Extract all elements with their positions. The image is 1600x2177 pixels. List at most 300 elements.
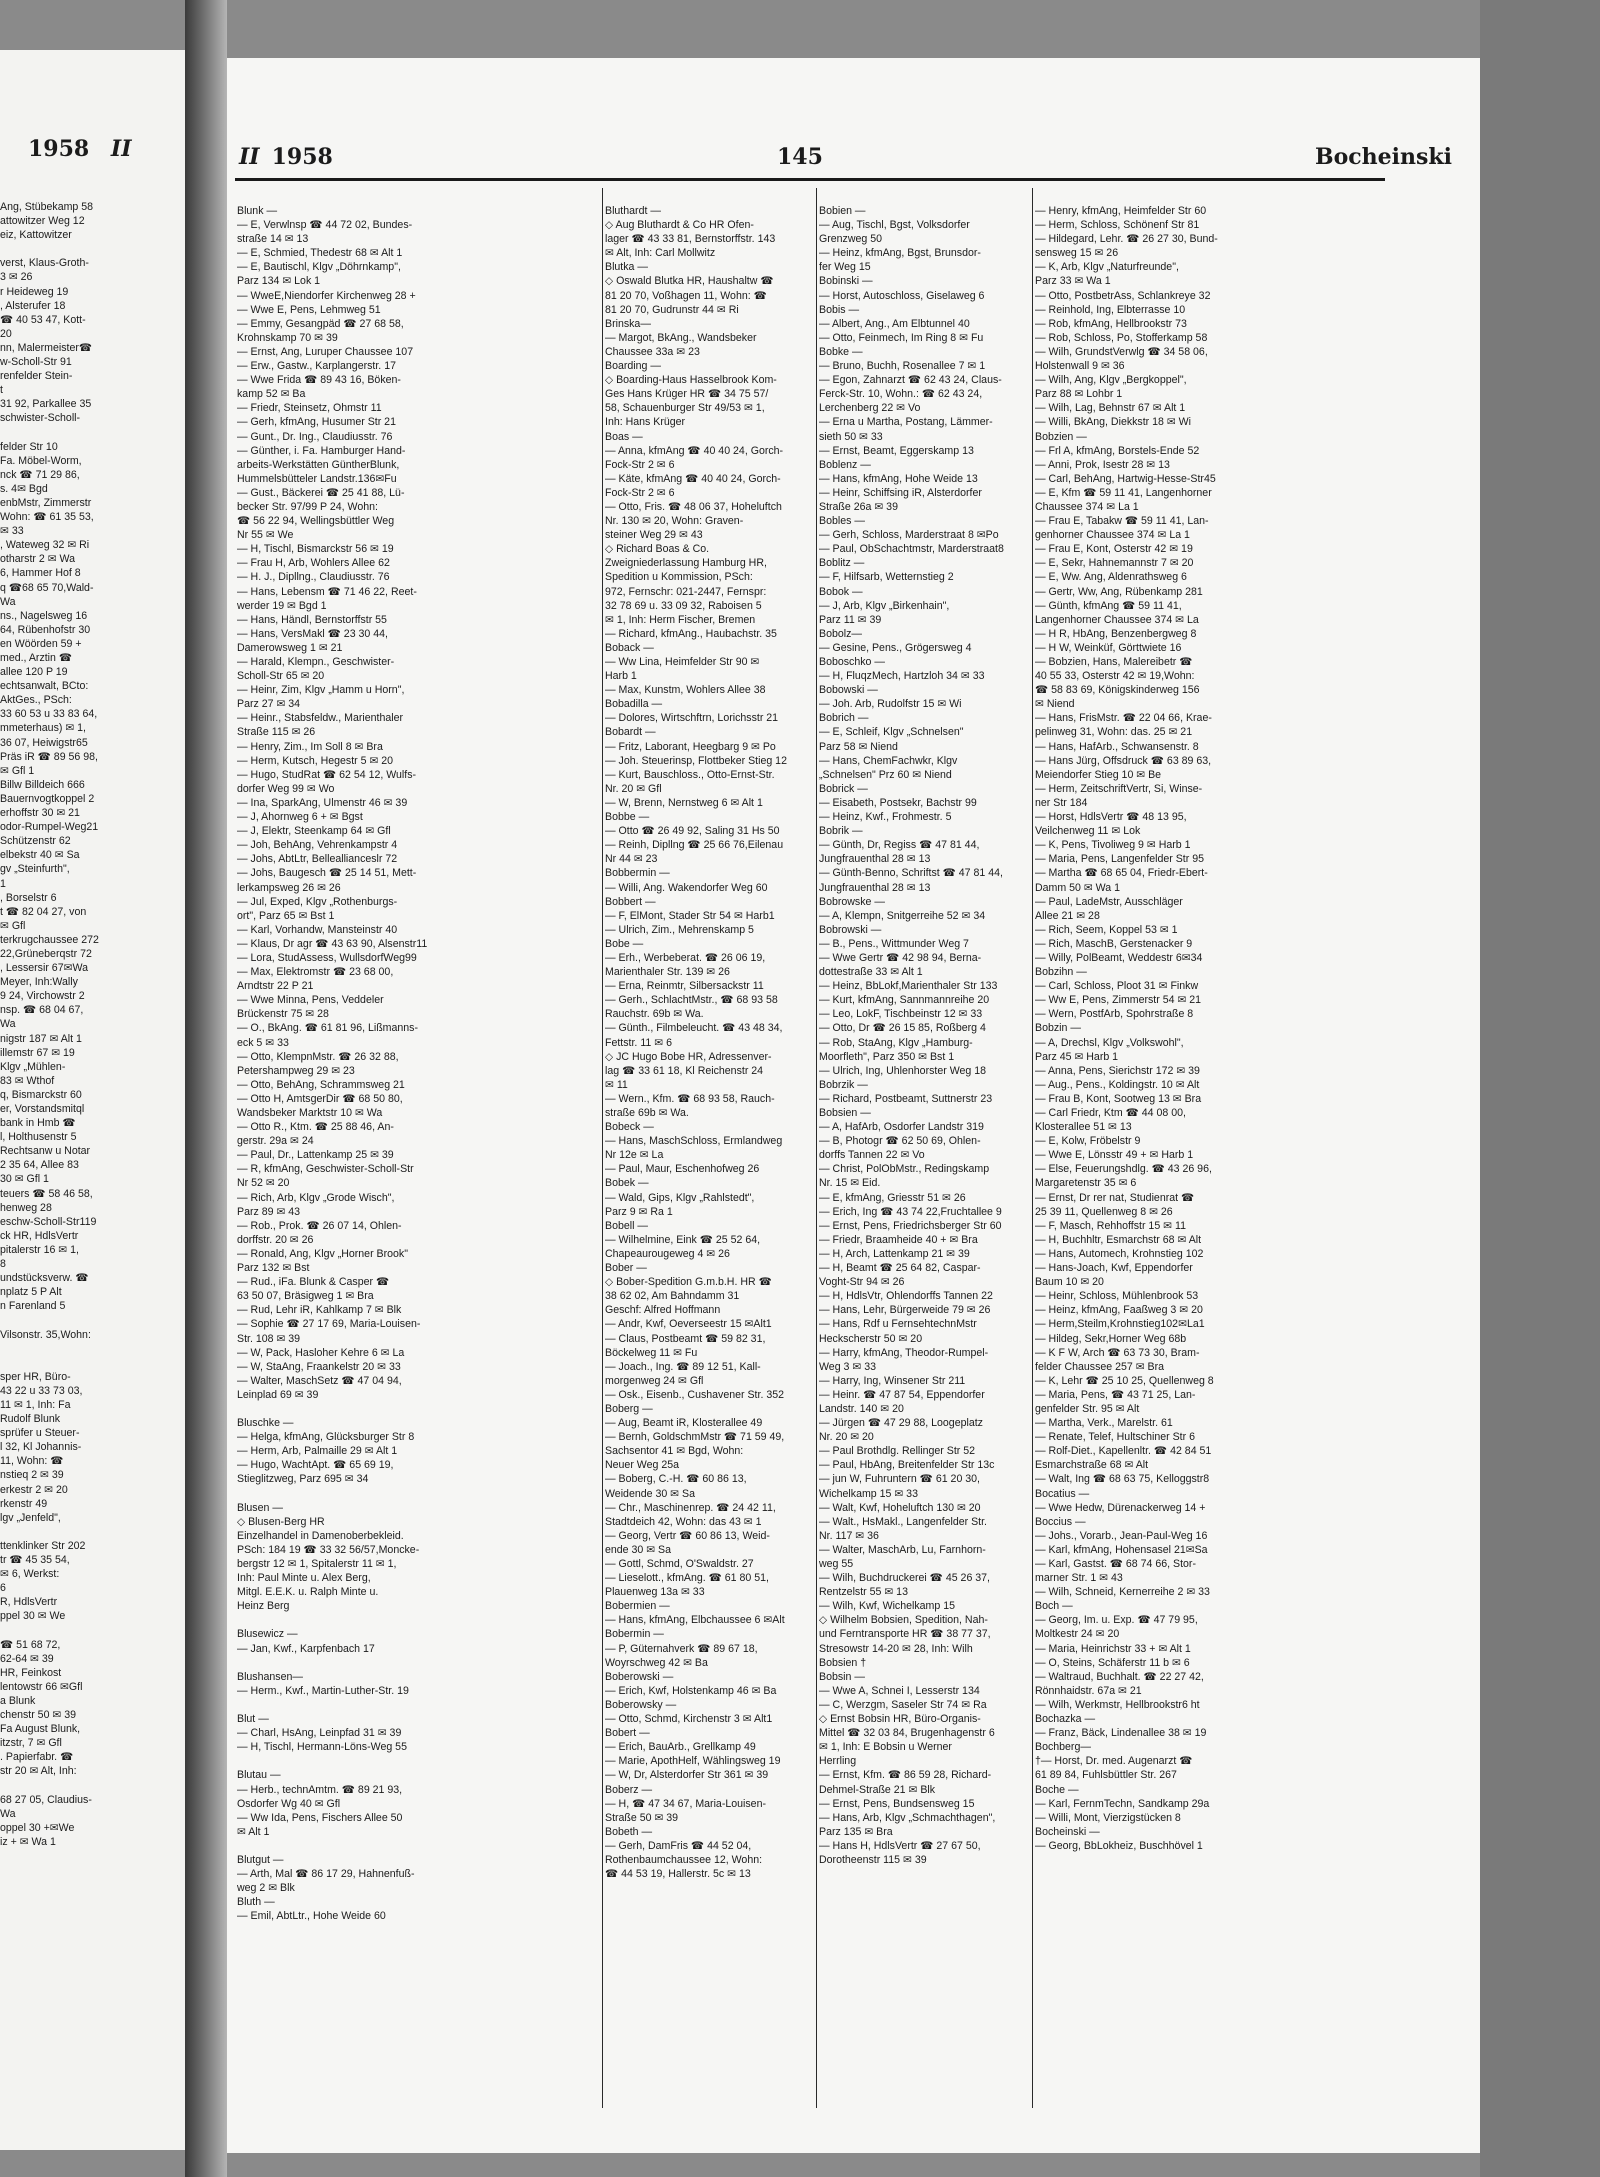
directory-line: Blutau — (237, 1769, 281, 1782)
directory-column-4 (1035, 204, 1242, 1853)
directory-line: — Erh., Werbeberat. ☎ 26 06 19, (605, 951, 766, 964)
directory-line: Herrling (819, 1755, 857, 1768)
directory-line: Boblitz — (819, 557, 865, 570)
directory-line (237, 1656, 444, 1670)
directory-line: — Horst, HdlsVertr ☎ 48 13 95, (1035, 811, 1187, 824)
directory-line: schwister-Scholl- (0, 412, 81, 425)
directory-line: ns., Nagelsweg 16 (0, 609, 88, 622)
directory-line: l, Holthusenstr 5 (0, 1131, 77, 1144)
directory-line: ◇ JC Hugo Bobe HR, Adressenver- (605, 1050, 772, 1063)
directory-line: chenstr 50 ✉ 39 (0, 1709, 77, 1722)
directory-line: Straße 50 ✉ 39 (605, 1811, 679, 1824)
directory-line: — Walt., HsMakl., Langenfelder Str. (819, 1515, 987, 1528)
directory-line: 63 50 07, Bräsigweg 1 ✉ Bra (237, 1290, 374, 1303)
directory-line: renfelder Stein- (0, 370, 73, 383)
directory-line: Meyer, Inh:Wally (0, 976, 78, 989)
directory-line: eschw-Scholl-Str119 (0, 1215, 97, 1228)
directory-line: 40 55 33, Osterstr 42 ✉ 19,Wohn: (1035, 670, 1195, 683)
directory-line: Blutka — (605, 261, 648, 274)
directory-line: — Wilh, Werkmstr, Hellbrookstr6 ht (1035, 1698, 1200, 1711)
directory-line: — WweE,Niendorfer Kirchenweg 28 + (237, 289, 416, 302)
directory-line: — H, ☎ 47 34 67, Maria-Louisen- (605, 1797, 766, 1810)
directory-line: 58, Schauenburger Str 49/53 ✉ 1, (605, 402, 765, 415)
directory-line: gerstr. 29a ✉ 24 (237, 1135, 314, 1148)
directory-line: dorffstr. 20 ✉ 26 (237, 1233, 314, 1246)
directory-line: — W, Pack, Hasloher Kehre 6 ✉ La (237, 1346, 405, 1359)
book-gutter (185, 0, 227, 2177)
directory-line: genhorner Chaussee 374 ✉ La 1 (1035, 529, 1190, 542)
directory-line: — Gust., Bäckerei ☎ 25 41 88, Lü- (237, 486, 405, 499)
directory-line: — Ronald, Ang, Klgv „Horner Brook" (237, 1247, 408, 1260)
directory-line: Wichelkamp 15 ✉ 33 (819, 1487, 918, 1500)
directory-line: 1 (0, 877, 6, 890)
directory-line: — F, Hilfsarb, Wetternstieg 2 (819, 571, 954, 584)
directory-line: Boch — (1035, 1600, 1073, 1613)
directory-line: — Waltraud, Buchhalt. ☎ 22 27 42, (1035, 1670, 1204, 1683)
directory-line: — Heinr, Schiffsing iR, Alsterdorfer (819, 486, 982, 499)
directory-line: — Sophie ☎ 27 17 69, Maria-Louisen- (237, 1318, 421, 1331)
directory-line: — Rich, Arb, Klgv „Grode Wisch", (237, 1191, 395, 1204)
directory-line: — Claus, Postbeamt ☎ 59 82 31, (605, 1332, 766, 1345)
directory-line: — H, HdlsVtr, Ohlendorffs Tannen 22 (819, 1290, 993, 1303)
directory-line: Bobermin — (605, 1628, 664, 1641)
directory-line: — Otto, PostbetrAss, Schlankreye 32 (1035, 289, 1211, 302)
directory-line: — Otto H, AmtsgerDir ☎ 68 50 80, (237, 1092, 403, 1105)
directory-line: nck ☎ 71 29 86, (0, 468, 80, 481)
directory-line: — Kurt, Bauschloss., Otto-Ernst-Str. (605, 768, 775, 781)
directory-line: †— Horst, Dr. med. Augenarzt ☎ (1035, 1755, 1193, 1768)
column-divider (602, 188, 603, 2108)
directory-line: Bobbert — (605, 895, 656, 908)
directory-line: Parz 27 ✉ 34 (237, 698, 301, 711)
directory-line: — Richard, Postbeamt, Suttnerstr 23 (819, 1092, 993, 1105)
directory-line: — Otto, Fris. ☎ 48 06 37, Hoheluftch (605, 500, 782, 513)
directory-line: — Karl, kfmAng, Hohensasel 21✉Sa (1035, 1543, 1208, 1556)
directory-line: — Günther, i. Fa. Hamburger Hand- (237, 444, 406, 457)
directory-line: — Christ, PolObMstr., Redingskamp (819, 1163, 990, 1176)
directory-line: pelinweg 31, Wohn: das. 25 ✉ 21 (1035, 726, 1193, 739)
directory-line: Parz 58 ✉ Niend (819, 740, 898, 753)
directory-line: Nr. 117 ✉ 36 (819, 1529, 879, 1542)
directory-line: Petershampweg 29 ✉ 23 (237, 1064, 355, 1077)
directory-line: — Hugo, WachtApt. ☎ 65 69 19, (237, 1459, 394, 1472)
directory-line: arbeits-Werkstätten GüntherBlunk, (237, 458, 400, 471)
directory-line: — Jürgen ☎ 47 29 88, Loogeplatz (819, 1417, 983, 1430)
directory-line: nigstr 187 ✉ Alt 1 (0, 1032, 82, 1045)
directory-line: — Ww Lina, Heimfelder Str 90 ✉ (605, 656, 760, 668)
directory-line: ✉ Niend (1035, 698, 1075, 711)
directory-line: — Ina, SparkAng, Ulmenstr 46 ✉ 39 (237, 796, 408, 809)
directory-line: sper HR, Büro- (0, 1370, 71, 1383)
directory-line: Bobell — (605, 1219, 648, 1232)
directory-line: Meiendorfer Stieg 10 ✉ Be (1035, 768, 1162, 781)
directory-line: Grenzweg 50 (819, 233, 883, 246)
directory-line: — Walt, Kwf, Hoheluftch 130 ✉ 20 (819, 1501, 981, 1514)
directory-line: Dorotheenstr 115 ✉ 39 (819, 1853, 927, 1866)
directory-line: — Karl, Vorhandw, Mansteinstr 40 (237, 923, 398, 936)
directory-line: Margaretenstr 35 ✉ 6 (1035, 1177, 1137, 1190)
directory-line: tr ☎ 45 35 54, (0, 1554, 70, 1566)
directory-line: — Wilh, Buchdruckerei ☎ 45 26 37, (819, 1572, 991, 1585)
directory-line: Bobzien — (1035, 430, 1087, 443)
directory-column-1 (237, 204, 444, 1923)
directory-line: HR, Feinkost (0, 1666, 62, 1679)
directory-line: 11 ✉ 1, Inh: Fa (0, 1398, 71, 1411)
directory-line: — H, Beamt ☎ 25 64 82, Caspar- (819, 1262, 981, 1275)
directory-line: lager ☎ 43 33 81, Bernstorffstr. 143 (605, 233, 776, 246)
column-divider (816, 188, 817, 2108)
directory-line: Plauenweg 13a ✉ 33 (605, 1586, 705, 1599)
directory-line: Boberg — (605, 1402, 653, 1415)
directory-line: — Henry, Zim., Im Soll 8 ✉ Bra (237, 740, 383, 753)
directory-line: — Boberg, C.-H. ☎ 60 86 13, (605, 1473, 747, 1486)
directory-line: — B., Pens., Wittmunder Weg 7 (819, 937, 969, 950)
directory-line: Rauchstr. 69b ✉ Wa. (605, 1008, 704, 1021)
directory-line: — Otto R., Ktm. ☎ 25 88 46, An- (237, 1121, 394, 1134)
directory-line: — Georg, Im. u. Exp. ☎ 47 79 95, (1035, 1614, 1198, 1627)
directory-line: — Wilhelmine, Eink ☎ 25 52 64, (605, 1233, 761, 1246)
directory-line: Parz 135 ✉ Bra (819, 1825, 893, 1838)
directory-line: a Blunk (0, 1694, 36, 1707)
directory-line: Dehmel-Straße 21 ✉ Blk (819, 1783, 936, 1796)
directory-line: Rönnhaidstr. 67a ✉ 21 (1035, 1684, 1142, 1697)
directory-line: — Hans H, HdlsVertr ☎ 27 67 50, (819, 1839, 981, 1852)
directory-line: — F, Masch, Rehhoffstr 15 ✉ 11 (1035, 1219, 1186, 1232)
directory-line: Spedition u Kommission, PSch: (605, 571, 753, 584)
directory-line: Bobeth — (605, 1825, 653, 1838)
directory-line: Wohn: ☎ 61 35 53, (0, 511, 94, 524)
directory-line: — K, Pens, Tivoliweg 9 ✉ Harb 1 (1035, 839, 1191, 852)
directory-line: — Gertr, Ww, Ang, Rübenkamp 281 (1035, 585, 1203, 598)
directory-line: — Hans, Arb, Klgv „Schmachthagen", (819, 1811, 996, 1824)
page-number: 145 (777, 144, 823, 170)
directory-line: — J, Ahornweg 6 + ✉ Bgst (237, 811, 363, 824)
directory-line (0, 1313, 185, 1327)
directory-line: 20 (0, 327, 12, 340)
directory-line: iz + ✉ Wa 1 (0, 1835, 56, 1848)
directory-line: Stresowstr 14-20 ✉ 28, Inh: Wilh (819, 1642, 973, 1655)
directory-line: Bobrik — (819, 825, 863, 838)
directory-line: erkestr 2 ✉ 20 (0, 1483, 68, 1496)
directory-line: Weidende 30 ✉ Sa (605, 1487, 695, 1500)
directory-line: — Karl, Gastst. ☎ 68 74 66, Stor- (1035, 1558, 1196, 1570)
directory-line: ◇ Aug Bluthardt & Co HR Ofen- (605, 219, 754, 232)
directory-line: Neuer Weg 25a (605, 1459, 680, 1472)
directory-line: Klgv „Mühlen- (0, 1060, 66, 1073)
directory-line: Weg 3 ✉ 33 (819, 1360, 876, 1373)
directory-line: — Käte, kfmAng ☎ 40 40 24, Gorch- (605, 472, 781, 485)
directory-line: — Wwe Minna, Pens, Veddeler (237, 994, 384, 1007)
directory-line: — A, Klempn, Snitgerreihe 52 ✉ 34 (819, 909, 986, 922)
directory-line: weg 2 ✉ Blk (237, 1882, 295, 1895)
directory-line: Bobbermin — (605, 867, 670, 880)
directory-line: — Else, Feuerungshdlg. ☎ 43 26 96, (1035, 1163, 1212, 1176)
directory-line: — Fritz, Laborant, Heegbarg 9 ✉ Po (605, 740, 776, 753)
directory-line: — Wald, Gips, Klgv „Rahlstedt", (605, 1191, 755, 1204)
directory-line: Nr 55 ✉ We (237, 529, 294, 542)
directory-line: Brinska— (605, 317, 651, 330)
directory-line: Bobeck — (605, 1121, 654, 1134)
directory-line: Moltkestr 24 ✉ 20 (1035, 1628, 1120, 1641)
directory-line: Chapeaurougeweg 4 ✉ 26 (605, 1247, 730, 1260)
directory-line: , Alsterufer 18 (0, 299, 66, 312)
directory-line: , Lessersir 67✉Wa (0, 962, 88, 975)
directory-line: — Charl, HsAng, Leinpfad 31 ✉ 39 (237, 1727, 402, 1740)
directory-line: 38 62 02, Am Bahndamm 31 (605, 1290, 740, 1303)
directory-line: — Herb., technAmtm. ☎ 89 21 93, (237, 1783, 403, 1796)
directory-line: dottestraße 33 ✉ Alt 1 (819, 966, 923, 979)
directory-line: Geschf: Alfred Hoffmann (605, 1304, 721, 1317)
directory-line: — J, Arb, Klgv „Birkenhain", (819, 599, 950, 612)
directory-line: otharstr 2 ✉ Wa (0, 553, 76, 566)
directory-line: — A, Drechsl, Klgv „Volkswohl", (1035, 1036, 1184, 1049)
directory-line: t ☎ 82 04 27, von (0, 905, 87, 918)
directory-line: — Gerh, Schloss, Marderstraat 8 ✉Po (819, 529, 999, 542)
directory-line: Inh: Paul Minte u. Alex Berg, (237, 1572, 371, 1585)
directory-line: — jun W, Fuhruntern ☎ 61 20 30, (819, 1473, 981, 1486)
directory-line: — Wilh, Ang, Klgv „Bergkoppel", (1035, 374, 1187, 387)
directory-line: — Martha, Verk., Marelstr. 61 (1035, 1417, 1173, 1430)
directory-line: — Hans, kfmAng, Elbchaussee 6 ✉Alt (605, 1614, 785, 1627)
directory-line: — Chr., Maschinenrep. ☎ 24 42 11, (605, 1501, 776, 1514)
directory-line: Arndtstr 22 P 21 (237, 980, 314, 993)
directory-line: Bobolz— (819, 627, 862, 640)
directory-line: — Dolores, Wirtschftrn, Lorichsstr 21 (605, 712, 779, 725)
directory-line: — E, Verwlnsp ☎ 44 72 02, Bundes- (237, 219, 413, 232)
directory-line: straße 14 ✉ 13 (237, 233, 309, 246)
directory-line: — Hans, Automech, Krohnstieg 102 (1035, 1247, 1204, 1260)
directory-line: — Marie, ApothHelf, Wählingsweg 19 (605, 1755, 781, 1768)
directory-line: Allee 21 ✉ 28 (1035, 909, 1100, 922)
directory-line: — Maria, Heinrichstr 33 + ✉ Alt 1 (1035, 1642, 1191, 1655)
directory-line: Bobardt — (605, 726, 656, 739)
directory-line: , Wateweg 32 ✉ Ri (0, 539, 90, 552)
directory-line: 36 07, Heiwigstr65 (0, 736, 88, 749)
directory-line: — Erna, Reinmtr, Silbersackstr 11 (605, 980, 764, 993)
directory-line: — Erich, Kwf, Holstenkamp 46 ✉ Ba (605, 1684, 777, 1697)
directory-line: Parz 89 ✉ 43 (237, 1205, 301, 1218)
directory-line: ✉ Alt, Inh: Carl Mollwitz (605, 247, 716, 260)
directory-line: s. 4✉ Bgd (0, 482, 48, 495)
directory-line: — K F W, Arch ☎ 63 73 30, Bram- (1035, 1346, 1200, 1359)
directory-line: — Hans, Rdf u FernsehtechnMstr (819, 1318, 977, 1331)
directory-line (0, 242, 185, 256)
directory-line: — Klaus, Dr agr ☎ 43 63 90, Alsenstr11 (237, 937, 428, 950)
directory-line: t (0, 384, 3, 397)
directory-line: 8 (0, 1258, 6, 1271)
directory-line: — Willy, PolBeamt, Weddestr 6✉34 (1035, 951, 1203, 964)
directory-line: — E, Kfm ☎ 59 11 41, Langenhorner (1035, 486, 1212, 499)
directory-line: „Schnelsen" Prz 60 ✉ Niend (819, 768, 952, 781)
directory-line: ort", Parz 65 ✉ Bst 1 (237, 909, 335, 922)
directory-line: — Friedr, Steinsetz, Ohmstr 11 (237, 402, 382, 415)
directory-line: Bobis — (819, 303, 860, 316)
directory-line: Fock-Str 2 ✉ 6 (605, 458, 675, 471)
directory-line: — Gerh, kfmAng, Husumer Str 21 (237, 416, 396, 429)
directory-line: ✉ Alt 1 (237, 1825, 270, 1838)
directory-line: — Joh. Steuerinsp, Flottbeker Stieg 12 (605, 754, 787, 767)
directory-line: — Joach., Ing. ☎ 89 12 51, Kall- (605, 1360, 761, 1373)
directory-line: — Otto, Schmd, Kirchenstr 3 ✉ Alt1 (605, 1713, 773, 1726)
directory-line: 972, Fernschr: 021-2447, Fernspr: (605, 585, 767, 598)
directory-line: — Johs, Baugesch ☎ 25 14 51, Mett- (237, 867, 417, 880)
directory-line: — Renate, Telef, Hultschiner Str 6 (1035, 1431, 1195, 1444)
directory-line: rkenstr 49 (0, 1497, 48, 1510)
directory-line: ✉ 1, Inh: E Bobsin u Werner (819, 1741, 952, 1754)
directory-line (237, 1402, 444, 1416)
directory-line: — Kurt, kfmAng, Sannmannreihe 20 (819, 994, 990, 1007)
directory-line: — Paul, ObSchachtmstr, Marderstraat8 (819, 543, 1004, 556)
directory-line: eiz, Kattowitzer (0, 229, 72, 242)
directory-line: — H W, Weinküf, Görttwiete 16 (1035, 641, 1182, 654)
directory-line: — Bernh, GoldschmMstr ☎ 71 59 49, (605, 1431, 785, 1444)
directory-line: — Wwe Gertr ☎ 42 98 94, Berna- (819, 951, 982, 964)
directory-line: — Johs., Vorarb., Jean-Paul-Weg 16 (1035, 1529, 1208, 1542)
directory-line: Mittel ☎ 32 03 84, Brugenhagenstr 6 (819, 1727, 995, 1740)
directory-line: terkrugchaussee 272 (0, 933, 99, 946)
directory-line: Heinz Berg (237, 1600, 290, 1613)
directory-line: Blusen — (237, 1501, 283, 1514)
directory-line: eck 5 ✉ 33 (237, 1036, 289, 1049)
directory-line: Straße 115 ✉ 26 (237, 726, 316, 739)
directory-line: — Aug, Tischl, Bgst, Volksdorfer (819, 219, 970, 232)
directory-line: — Otto, KlempnMstr. ☎ 26 32 88, (237, 1050, 399, 1063)
directory-line: — Gunt., Dr. Ing., Claudiusstr. 76 (237, 430, 393, 443)
directory-line: dorffs Tannen 22 ✉ Vo (819, 1149, 925, 1162)
directory-line: Bobert — (605, 1727, 650, 1740)
directory-line: — Henry, kfmAng, Heimfelder Str 60 (1035, 205, 1207, 217)
directory-line: Sachsentor 41 ✉ Bgd, Wohn: (605, 1445, 744, 1458)
directory-line: — Heinz, BbLokf,Marienthaler Str 133 (819, 980, 998, 993)
directory-line: Bobermien — (605, 1600, 670, 1613)
directory-line: bank in Hmb ☎ (0, 1117, 76, 1130)
directory-line: — Martha ☎ 68 65 04, Friedr-Ebert- (1035, 867, 1208, 880)
directory-line: — Aug., Pens., Koldingstr. 10 ✉ Alt (1035, 1078, 1200, 1091)
directory-line (0, 1342, 185, 1356)
directory-line: Bobrowski — (819, 923, 882, 936)
directory-line: — Wwe Frida ☎ 89 43 16, Böken- (237, 374, 401, 387)
directory-line: — Ulrich, Ing, Uhlenhorster Weg 18 (819, 1064, 987, 1077)
directory-line: — Paul Brothdlg. Rellinger Str 52 (819, 1445, 976, 1458)
directory-line: 6, Hammer Hof 8 (0, 567, 81, 580)
directory-line: — Rud, Lehr iR, Kahlkamp 7 ✉ Blk (237, 1304, 402, 1317)
directory-line: — Rob, kfmAng, Hellbrookstr 73 (1035, 317, 1187, 330)
directory-line: ◇ Bober-Spedition G.m.b.H. HR ☎ (605, 1276, 772, 1289)
directory-line: — Rob., Prok. ☎ 26 07 14, Ohlen- (237, 1219, 402, 1232)
directory-line (0, 1779, 185, 1793)
directory-line: Bauernvogtkoppel 2 (0, 792, 95, 805)
directory-line: Parz 33 ✉ Wa 1 (1035, 275, 1111, 288)
left-header-page: II (110, 136, 132, 162)
directory-line: — Johs, AbtLtr, Belleallianceslr 72 (237, 853, 398, 866)
directory-column-3 (819, 204, 1026, 1867)
directory-line: — K, Arb, Klgv „Naturfreunde", (1035, 261, 1179, 274)
directory-line: — Bruno, Buchh, Rosenallee 7 ✉ 1 (819, 360, 986, 373)
directory-line: Bobke — (819, 345, 863, 358)
directory-line: Ang, Stübekamp 58 (0, 201, 94, 213)
directory-line: — Wern, PostfArb, Spohrstraße 8 (1035, 1008, 1194, 1021)
directory-line: — Ww Ida, Pens, Fischers Allee 50 (237, 1811, 403, 1824)
directory-line: — Emmy, Gesangpäd ☎ 27 68 58, (237, 317, 404, 330)
directory-line: — Herm, Arb, Palmaille 29 ✉ Alt 1 (237, 1445, 398, 1458)
directory-line: Bobsien — (819, 1107, 871, 1119)
directory-line: Bobe — (605, 937, 644, 950)
directory-line: Boboschko — (819, 656, 885, 668)
directory-line: Heckscherstr 50 ✉ 20 (819, 1332, 923, 1345)
directory-line: Wa (0, 595, 16, 608)
directory-line: Bobowski — (819, 684, 878, 697)
directory-line: Ges Hans Krüger HR ☎ 34 75 57/ (605, 388, 769, 401)
directory-line: — Wilh, Kwf, Wichelkamp 15 (819, 1600, 955, 1613)
directory-line: illemstr 67 ✉ 19 (0, 1046, 75, 1059)
directory-line: — F, ElMont, Stader Str 54 ✉ Harb1 (605, 909, 775, 922)
directory-line: — W, Dr, Alsterdorfer Str 361 ✉ 39 (605, 1769, 769, 1782)
directory-line: Rudolf Blunk (0, 1413, 61, 1426)
directory-line: — Reinh, Dipllng ☎ 25 66 76,Eilenau (605, 839, 784, 852)
left-page-header (28, 136, 178, 162)
directory-line: — Rolf-Diet., Kapellenltr. ☎ 42 84 51 (1035, 1445, 1212, 1458)
directory-line: — Rud., iFa. Blunk & Casper ☎ (237, 1276, 390, 1289)
directory-line: mmeterhaus) ✉ 1, (0, 722, 87, 735)
directory-line: henweg 28 (0, 1201, 52, 1214)
directory-line: — Ernst, Dr rer nat, Studienrat ☎ (1035, 1191, 1195, 1204)
directory-line: — Wern., Kfm. ☎ 68 93 58, Rauch- (605, 1092, 775, 1105)
directory-line: Wa (0, 1018, 16, 1031)
directory-line: — Ulrich, Zim., Mehrenskamp 5 (605, 923, 754, 936)
directory-line: lentowstr 66 ✉Gfl (0, 1680, 83, 1693)
directory-line: 9 24, Virchowstr 2 (0, 990, 85, 1003)
directory-line: ◇ Wilhelm Bobsien, Spedition, Nah- (819, 1614, 988, 1627)
directory-line (0, 426, 185, 440)
directory-line: Scholl-Str 65 ✉ 20 (237, 670, 325, 683)
directory-line: pitalerstr 16 ✉ 1, (0, 1243, 79, 1256)
directory-line: elbekstr 40 ✉ Sa (0, 849, 80, 862)
directory-line: — Ernst, Beamt, Eggerskamp 13 (819, 444, 974, 457)
directory-line: — E, Bautischl, Klgv „Döhrnkamp", (237, 261, 401, 274)
directory-line: Parz 9 ✉ Ra 1 (605, 1205, 673, 1218)
directory-line: Wa (0, 1807, 16, 1820)
directory-line: — Hans, Lehr, Bürgerweide 79 ✉ 26 (819, 1304, 991, 1317)
directory-line: — Aug, Beamt iR, Klosterallee 49 (605, 1417, 763, 1430)
directory-line: lerkampsweg 26 ✉ 26 (237, 881, 341, 894)
directory-line: allee 120 P 19 (0, 666, 68, 679)
directory-line: Bochazka — (1035, 1713, 1096, 1726)
directory-line (237, 1613, 444, 1627)
directory-line: — Maria, Pens, ☎ 43 71 25, Lan- (1035, 1388, 1196, 1401)
directory-line: — Paul, LadeMstr, Ausschläger (1035, 895, 1183, 908)
directory-line: Bobrowske — (819, 895, 885, 908)
directory-line: — Hans, Lebensm ☎ 71 46 22, Reet- (237, 585, 417, 598)
directory-line: Blusewicz — (237, 1628, 298, 1641)
directory-line: Chaussee 374 ✉ La 1 (1035, 500, 1139, 513)
directory-line: — Herm, ZeitschriftVertr, Si, Winse- (1035, 782, 1203, 795)
directory-line: — H, Tischl, Hermann-Löns-Weg 55 (237, 1741, 407, 1754)
directory-line: Rechtsanw u Notar (0, 1145, 91, 1158)
directory-line: Mitgl. E.E.K. u. Ralph Minte u. (237, 1586, 379, 1599)
directory-line: — E, Schmied, Thedestr 68 ✉ Alt 1 (237, 247, 403, 260)
directory-line: Stieglitzweg, Parz 695 ✉ 34 (237, 1473, 369, 1486)
directory-line: 81 20 70, Gudrunstr 44 ✉ Ri (605, 303, 739, 316)
directory-line (0, 1356, 185, 1370)
directory-line: Nr. 15 ✉ Eid. (819, 1177, 881, 1190)
directory-line: Rothenbaumchaussee 12, Wohn: (605, 1853, 763, 1866)
directory-line: Bobrich — (819, 712, 869, 725)
directory-line: Bober — (605, 1262, 647, 1275)
directory-line: — Heinr, Schloss, Mühlenbrook 53 (1035, 1290, 1199, 1303)
directory-line: — Herm, Kutsch, Hegestr 5 ✉ 20 (237, 754, 394, 767)
directory-line: — H. J., Dipllng., Claudiusstr. 76 (237, 571, 390, 584)
directory-line: Moorfleth", Parz 350 ✉ Bst 1 (819, 1050, 955, 1063)
